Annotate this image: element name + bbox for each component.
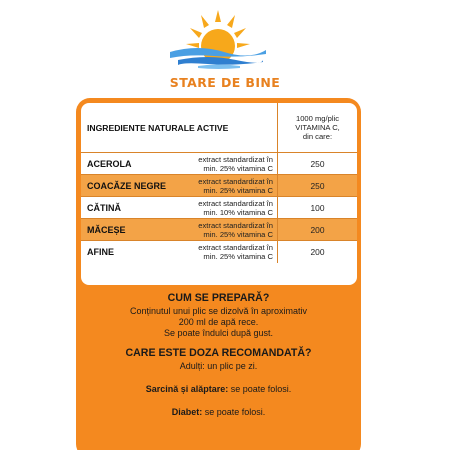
ingredient-value: 200 xyxy=(277,241,357,263)
ingredient-desc xyxy=(181,219,277,240)
desc-line: min. 25% vitamina C xyxy=(203,252,273,261)
diabetes-label: Diabet: xyxy=(171,407,203,417)
ingredient-name: AFINE xyxy=(87,247,114,257)
sun-water-logo-icon xyxy=(168,8,268,70)
desc-line: extract standardizat în xyxy=(198,154,273,164)
table-header-title: INGREDIENTE NATURALE ACTIVE xyxy=(87,122,229,133)
diabetes-note xyxy=(76,407,361,418)
diabetes-text: se poate folosi. xyxy=(202,407,266,417)
header-value-line: din care: xyxy=(302,132,333,141)
ingredient-value: 250 xyxy=(277,153,357,174)
desc-line: min. 25% vitamina C xyxy=(203,185,273,195)
usage-info xyxy=(76,292,361,418)
desc-line: min. 25% vitamina C xyxy=(203,163,273,173)
ingredient-value: 250 xyxy=(277,175,357,196)
table-row xyxy=(81,241,357,263)
preparation-line: Conținutul unui plic se dizolvă în aproximativ xyxy=(129,306,308,316)
table-header-value xyxy=(277,103,357,152)
brand-name: STARE DE BINE xyxy=(169,75,281,90)
ingredient-desc xyxy=(181,241,277,263)
pregnancy-note xyxy=(76,384,361,395)
table-row xyxy=(81,219,357,241)
ingredient-desc xyxy=(181,153,277,174)
table-row xyxy=(81,153,357,175)
ingredient-value: 200 xyxy=(277,219,357,240)
pregnancy-text: se poate folosi. xyxy=(228,384,292,394)
ingredient-name: CĂTINĂ xyxy=(87,202,121,213)
desc-line: extract standardizat în xyxy=(198,243,273,252)
header-value-line: 1000 mg/plic xyxy=(295,114,340,123)
preparation-title: CUM SE PREPARĂ? xyxy=(167,292,270,304)
table-row xyxy=(81,197,357,219)
ingredient-desc xyxy=(181,197,277,218)
ingredient-value: 100 xyxy=(277,197,357,218)
desc-line: extract standardizat în xyxy=(198,176,273,186)
ingredient-desc xyxy=(181,175,277,196)
desc-line: min. 10% vitamina C xyxy=(203,207,273,217)
ingredient-name: MĂCEȘE xyxy=(87,224,126,235)
ingredients-table xyxy=(81,103,357,285)
dose-title: CARE ESTE DOZA RECOMANDATĂ? xyxy=(125,347,312,359)
preparation-line: 200 ml de apă rece. xyxy=(178,317,259,327)
preparation-line: Se poate îndulci după gust. xyxy=(163,328,274,338)
pregnancy-label: Sarcină și alăptare: xyxy=(145,384,229,394)
desc-line: min. 25% vitamina C xyxy=(203,229,273,239)
ingredient-name: ACEROLA xyxy=(87,158,132,169)
dose-line: Adulți: un plic pe zi. xyxy=(179,361,258,371)
header-value-line: VITAMINA C, xyxy=(295,123,340,132)
ingredient-name: COACĂZE NEGRE xyxy=(87,180,167,191)
desc-line: extract standardizat în xyxy=(198,220,273,230)
desc-line: extract standardizat în xyxy=(198,198,273,208)
table-row xyxy=(81,175,357,197)
table-header-row xyxy=(81,103,357,153)
